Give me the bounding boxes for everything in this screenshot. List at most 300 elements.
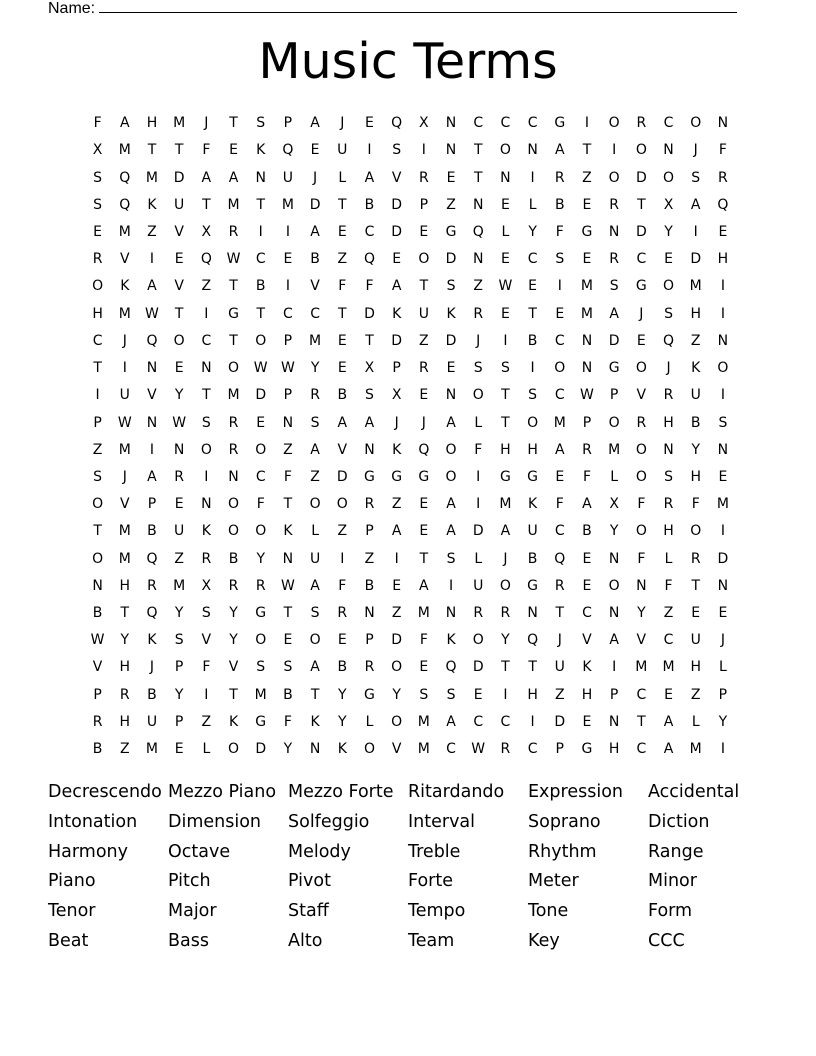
grid-letter: N — [527, 142, 538, 159]
grid-letter: D — [364, 305, 375, 322]
grid-letter: Y — [256, 550, 265, 567]
grid-letter: B — [92, 605, 103, 622]
grid-letter: G — [554, 115, 566, 132]
grid-letter: Y — [392, 686, 401, 703]
grid-letter: O — [391, 713, 403, 730]
grid-letter: D — [472, 659, 484, 676]
grid-letter: M — [118, 142, 131, 159]
grid-letter: R — [201, 550, 212, 567]
grid-letter: O — [309, 496, 321, 513]
grid-letter: F — [555, 496, 564, 513]
grid-letter: N — [717, 115, 729, 132]
grid-letter: U — [473, 577, 484, 594]
grid-letter: L — [311, 523, 319, 540]
grid-row — [84, 273, 737, 300]
grid-letter: A — [364, 414, 375, 431]
grid-letter: R — [310, 387, 320, 404]
grid-letter: F — [474, 441, 483, 458]
word-list-item: Harmony — [48, 841, 128, 862]
grid-row — [84, 654, 737, 681]
grid-letter: M — [689, 278, 702, 295]
grid-letter: W — [90, 632, 105, 649]
grid-letter: C — [364, 223, 375, 240]
grid-letter: I — [149, 251, 155, 268]
grid-letter: K — [446, 305, 456, 322]
grid-letter: Z — [201, 713, 212, 730]
grid-letter: P — [555, 741, 564, 758]
grid-letter: D — [255, 741, 267, 758]
grid-letter: K — [337, 741, 347, 758]
grid-letter: H — [690, 468, 701, 485]
grid-letter: R — [255, 577, 266, 594]
grid-letter: T — [419, 550, 429, 567]
grid-row — [84, 382, 737, 409]
grid-letter: L — [501, 223, 510, 240]
grid-letter: H — [527, 441, 538, 458]
grid-letter: E — [337, 223, 347, 240]
grid-letter: I — [476, 468, 481, 485]
word-list-item: Tenor — [48, 901, 96, 922]
name-underline[interactable] — [99, 0, 737, 13]
grid-letter: K — [256, 142, 266, 159]
grid-row — [84, 328, 737, 355]
grid-letter: K — [228, 713, 239, 730]
grid-letter: O — [717, 360, 729, 377]
word-list-item: Ritardando — [408, 782, 505, 802]
grid-letter: C — [527, 741, 538, 758]
grid-letter: D — [635, 223, 647, 240]
grid-letter: N — [445, 115, 457, 132]
grid-letter: U — [527, 523, 538, 540]
word-list-item: Tempo — [408, 901, 466, 922]
grid-letter: D — [391, 196, 403, 213]
grid-letter: E — [365, 115, 374, 132]
word-list-item: Meter — [528, 871, 579, 892]
grid-letter: T — [229, 278, 238, 295]
word-list-item: Octave — [168, 841, 231, 862]
grid-letter: I — [285, 223, 290, 240]
grid-letter: T — [338, 196, 347, 213]
grid-letter: I — [720, 278, 725, 295]
grid-letter: U — [690, 387, 701, 404]
grid-letter: C — [473, 713, 484, 730]
grid-letter: F — [555, 223, 564, 240]
grid-letter: G — [364, 686, 375, 703]
grid-letter: T — [202, 387, 211, 404]
grid-letter: O — [92, 496, 104, 513]
grid-letter: M — [580, 278, 594, 295]
grid-letter: O — [499, 577, 511, 594]
grid-letter: F — [338, 278, 347, 295]
grid-letter: N — [717, 332, 729, 349]
grid-letter: A — [500, 523, 511, 540]
grid-letter: U — [174, 523, 185, 540]
word-list-item: Mezzo Piano — [168, 782, 277, 802]
grid-letter: U — [119, 387, 130, 404]
grid-letter: T — [256, 305, 265, 322]
grid-letter: J — [122, 468, 127, 485]
grid-letter: P — [419, 196, 429, 213]
page-title: Music Terms — [258, 33, 558, 90]
grid-letter: N — [636, 577, 647, 594]
grid-letter: I — [122, 360, 127, 377]
grid-letter: R — [228, 414, 239, 431]
grid-letter: O — [336, 496, 348, 513]
grid-letter: A — [446, 523, 456, 540]
grid-letter: Z — [92, 441, 103, 458]
grid-letter: E — [718, 605, 728, 622]
grid-letter: D — [336, 468, 348, 485]
grid-letter: G — [364, 468, 375, 485]
grid-letter: K — [528, 496, 538, 513]
grid-letter: T — [419, 278, 429, 295]
grid-letter: S — [446, 278, 456, 295]
grid-letter: X — [391, 387, 402, 404]
grid-letter: U — [337, 142, 348, 159]
grid-letter: M — [118, 305, 131, 322]
grid-letter: H — [527, 686, 538, 703]
grid-letter: I — [204, 468, 209, 485]
grid-letter: Q — [119, 169, 131, 186]
grid-letter: B — [364, 196, 375, 213]
grid-letter: O — [255, 523, 267, 540]
grid-row — [84, 355, 737, 382]
grid-letter: R — [663, 387, 674, 404]
grid-letter: X — [201, 223, 212, 240]
grid-letter: M — [417, 605, 430, 622]
grid-letter: T — [120, 605, 130, 622]
grid-letter: C — [636, 741, 647, 758]
word-list-item: Rhythm — [528, 841, 597, 862]
grid-letter: F — [664, 577, 673, 594]
grid-letter: O — [472, 387, 484, 404]
grid-letter: E — [174, 496, 184, 513]
grid-letter: D — [635, 169, 647, 186]
grid-letter: K — [310, 713, 320, 730]
word-list-item: Pitch — [168, 871, 211, 892]
grid-letter: O — [173, 332, 185, 349]
grid-letter: A — [310, 659, 320, 676]
grid-letter: E — [174, 360, 184, 377]
grid-letter: Y — [229, 605, 238, 622]
grid-letter: K — [392, 305, 402, 322]
grid-letter: O — [663, 278, 675, 295]
grid-letter: R — [500, 605, 511, 622]
grid-row — [84, 110, 737, 137]
grid-row — [84, 409, 737, 436]
grid-letter: W — [498, 278, 513, 295]
grid-letter: K — [691, 360, 701, 377]
grid-letter: T — [93, 360, 102, 377]
grid-letter: E — [664, 251, 673, 268]
grid-letter: E — [582, 550, 592, 567]
grid-letter: P — [283, 115, 293, 132]
grid-letter: D — [255, 387, 267, 404]
grid-letter: F — [582, 468, 591, 485]
grid-letter: W — [117, 414, 132, 431]
name-field[interactable] — [48, 0, 737, 19]
grid-letter: C — [500, 713, 511, 730]
grid-letter: F — [202, 142, 211, 159]
grid-letter: Y — [229, 632, 238, 649]
grid-letter: A — [310, 441, 320, 458]
grid-letter: O — [499, 142, 511, 159]
grid-letter: T — [147, 142, 157, 159]
grid-letter: S — [419, 686, 429, 703]
grid-letter: C — [201, 332, 212, 349]
grid-letter: D — [445, 332, 457, 349]
grid-letter: A — [147, 468, 157, 485]
grid-letter: J — [639, 305, 644, 322]
grid-letter: M — [309, 332, 322, 349]
grid-letter: A — [337, 414, 348, 431]
grid-letter: X — [609, 496, 619, 513]
grid-letter: R — [119, 686, 130, 703]
grid-letter: B — [147, 686, 157, 703]
grid-letter: I — [204, 305, 209, 322]
grid-letter: Y — [664, 223, 673, 240]
grid-letter: U — [146, 713, 158, 730]
grid-letter: N — [309, 741, 321, 758]
grid-letter: U — [554, 659, 565, 676]
grid-letter: R — [418, 360, 429, 377]
grid-letter: O — [228, 496, 240, 513]
grid-row — [84, 491, 737, 518]
grid-letter: V — [201, 632, 212, 649]
grid-letter: G — [581, 223, 593, 240]
grid-letter: H — [690, 305, 701, 322]
grid-letter: N — [717, 441, 729, 458]
grid-letter: A — [310, 223, 320, 240]
grid-letter: H — [608, 741, 620, 758]
word-list-item: Solfeggio — [288, 811, 370, 832]
grid-letter: T — [637, 713, 646, 730]
grid-letter: D — [445, 251, 457, 268]
grid-letter: M — [281, 196, 294, 213]
grid-letter: Y — [637, 605, 646, 622]
grid-letter: C — [636, 686, 647, 703]
grid-letter: P — [283, 332, 293, 349]
grid-letter: Q — [200, 251, 212, 268]
grid-letter: Z — [337, 251, 348, 268]
grid-letter: A — [201, 169, 212, 186]
grid-letter: F — [419, 632, 428, 649]
grid-letter: S — [664, 468, 673, 485]
grid-letter: Q — [472, 223, 484, 240]
grid-letter: O — [309, 632, 321, 649]
grid-letter: B — [527, 332, 538, 349]
grid-letter: R — [92, 251, 103, 268]
grid-letter: D — [391, 332, 403, 349]
grid-letter: E — [392, 251, 402, 268]
grid-letter: Q — [445, 659, 457, 676]
grid-letter: O — [635, 142, 647, 159]
word-list-item: Key — [528, 930, 560, 951]
grid-letter: J — [557, 632, 562, 649]
grid-letter: E — [337, 332, 347, 349]
grid-letter: Z — [473, 278, 484, 295]
grid-letter: Y — [174, 605, 184, 622]
grid-letter: Z — [337, 523, 348, 540]
grid-letter: B — [92, 741, 103, 758]
grid-letter: O — [363, 741, 375, 758]
grid-letter: A — [446, 713, 456, 730]
grid-letter: I — [258, 223, 263, 240]
grid-letter: P — [93, 414, 102, 431]
grid-letter: O — [554, 360, 566, 377]
grid-letter: I — [394, 550, 399, 567]
grid-letter: T — [283, 496, 293, 513]
grid-letter: R — [554, 169, 565, 186]
grid-letter: N — [445, 387, 457, 404]
grid-letter: T — [229, 115, 238, 132]
grid-letter: S — [664, 305, 673, 322]
grid-letter: S — [528, 387, 538, 404]
grid-letter: J — [666, 360, 671, 377]
grid-letter: T — [501, 387, 510, 404]
grid-letter: E — [473, 686, 483, 703]
grid-letter: Y — [174, 387, 184, 404]
grid-letter: U — [282, 169, 294, 186]
grid-letter: F — [637, 496, 646, 513]
grid-letter: S — [718, 414, 728, 431]
grid-letter: S — [555, 251, 565, 268]
grid-letter: T — [202, 196, 211, 213]
grid-letter: G — [635, 278, 647, 295]
grid-letter: C — [554, 387, 565, 404]
grid-letter: H — [663, 523, 674, 540]
grid-letter: M — [118, 441, 131, 458]
grid-letter: Z — [201, 278, 212, 295]
grid-letter: M — [173, 115, 186, 132]
grid-letter: V — [174, 278, 184, 295]
grid-letter: J — [693, 142, 698, 159]
grid-letter: T — [229, 332, 238, 349]
grid-letter: Z — [690, 686, 701, 703]
grid-letter: N — [608, 713, 620, 730]
grid-letter: B — [527, 550, 538, 567]
grid-letter: C — [554, 332, 565, 349]
grid-letter: N — [146, 360, 158, 377]
grid-letter: N — [500, 169, 511, 186]
grid-letter: S — [93, 169, 103, 186]
grid-letter: F — [718, 142, 727, 159]
grid-letter: S — [283, 659, 293, 676]
grid-letter: O — [608, 115, 620, 132]
word-list-item: Dimension — [168, 811, 262, 832]
grid-letter: H — [119, 659, 131, 676]
word-list-item: Major — [168, 901, 217, 922]
grid-letter: H — [690, 659, 701, 676]
grid-letter: N — [472, 196, 484, 213]
grid-letter: H — [92, 305, 103, 322]
grid-letter: T — [528, 659, 537, 676]
grid-letter: N — [364, 441, 375, 458]
grid-letter: O — [92, 550, 104, 567]
grid-letter: Q — [146, 332, 158, 349]
grid-letter: J — [503, 550, 508, 567]
grid-letter: E — [500, 251, 510, 268]
grid-letter: E — [419, 223, 429, 240]
grid-letter: R — [609, 196, 620, 213]
grid-letter: B — [255, 278, 266, 295]
grid-letter: T — [501, 659, 510, 676]
grid-letter: M — [227, 387, 240, 404]
grid-letter: C — [310, 305, 320, 322]
grid-letter: A — [147, 278, 157, 295]
grid-letter: S — [174, 632, 184, 649]
grid-letter: Y — [338, 686, 347, 703]
grid-letter: H — [119, 577, 131, 594]
grid-row — [84, 301, 737, 328]
grid-letter: O — [608, 577, 620, 594]
grid-letter: C — [663, 115, 674, 132]
grid-letter: W — [280, 577, 295, 594]
grid-letter: Z — [147, 223, 157, 240]
grid-letter: N — [255, 169, 266, 186]
grid-letter: V — [147, 387, 157, 404]
grid-letter: S — [310, 414, 320, 431]
grid-letter: S — [201, 605, 211, 622]
grid-letter: Z — [419, 332, 429, 349]
grid-letter: R — [690, 550, 701, 567]
grid-letter: I — [285, 278, 290, 295]
grid-letter: I — [476, 496, 481, 513]
grid-letter: T — [229, 686, 238, 703]
grid-letter: Z — [391, 605, 402, 622]
grid-letter: E — [310, 142, 320, 159]
grid-letter: I — [720, 523, 725, 540]
grid-letter: T — [365, 332, 374, 349]
grid-letter: R — [582, 441, 592, 458]
grid-letter: O — [663, 169, 675, 186]
grid-letter: V — [636, 632, 647, 649]
grid-letter: F — [691, 496, 700, 513]
grid-letter: O — [228, 523, 240, 540]
grid-letter: O — [690, 115, 702, 132]
grid-letter: E — [718, 468, 728, 485]
word-list-item: Soprano — [528, 811, 601, 832]
grid-letter: H — [581, 686, 593, 703]
grid-letter: J — [149, 659, 155, 676]
grid-letter: A — [554, 441, 565, 458]
grid-letter: R — [337, 605, 348, 622]
grid-letter: I — [204, 686, 209, 703]
grid-letter: R — [92, 713, 103, 730]
grid-letter: L — [338, 169, 347, 186]
grid-letter: V — [391, 169, 402, 186]
grid-letter: F — [256, 496, 265, 513]
grid-letter: J — [720, 632, 725, 649]
grid-letter: C — [663, 632, 674, 649]
grid-letter: D — [608, 332, 620, 349]
grid-letter: J — [204, 115, 209, 132]
grid-letter: T — [637, 196, 646, 213]
grid-letter: I — [530, 360, 535, 377]
grid-letter: V — [636, 387, 647, 404]
grid-row — [84, 437, 737, 464]
grid-letter: K — [120, 278, 130, 295]
grid-letter: R — [554, 577, 565, 594]
grid-letter: Q — [554, 550, 566, 567]
grid-letter: R — [718, 169, 728, 186]
grid-letter: I — [95, 387, 100, 404]
grid-letter: I — [503, 332, 508, 349]
grid-letter: B — [337, 659, 348, 676]
grid-letter: B — [582, 523, 592, 540]
grid-letter: O — [472, 632, 484, 649]
grid-letter: P — [609, 387, 619, 404]
